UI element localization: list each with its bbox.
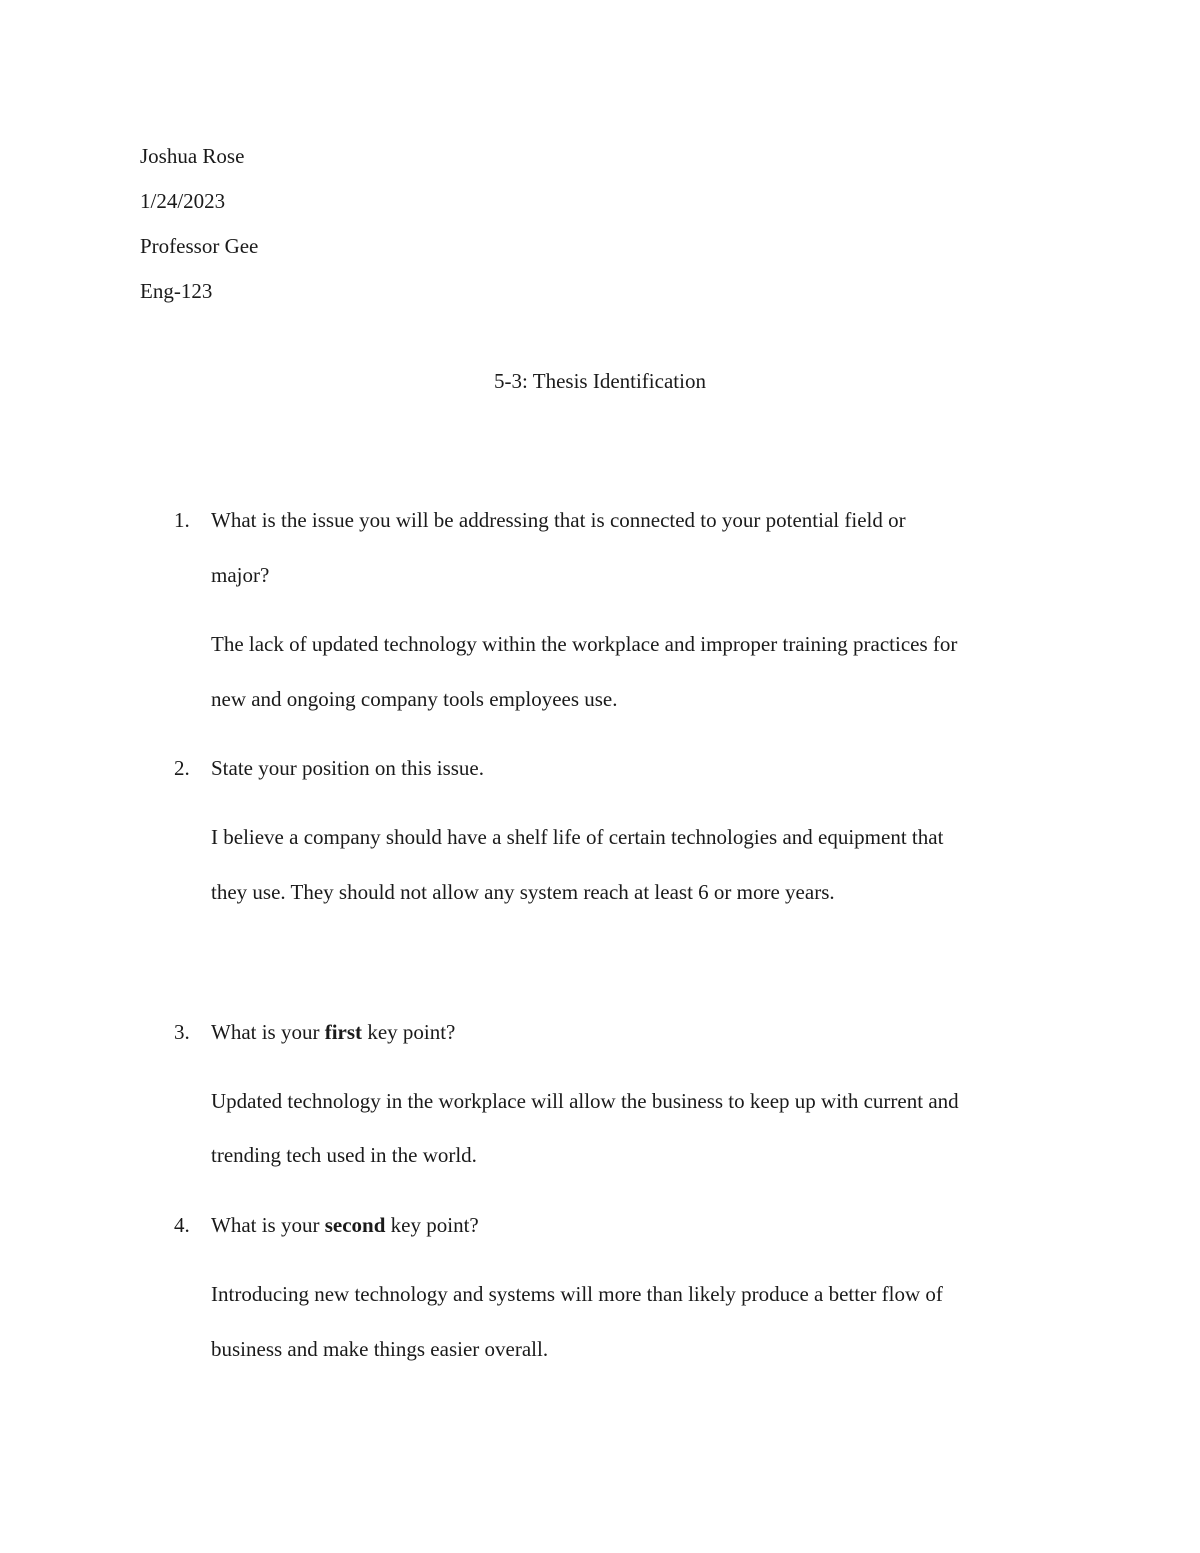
answer-text: business and make things easier overall. (211, 1337, 549, 1361)
answer-text: new and ongoing company tools employees use. (211, 687, 618, 711)
question-text: State your position on this issue. (211, 756, 484, 780)
question-text: What is the issue you will be addressing that is connected to your potential field or (211, 508, 906, 532)
answer-text: The lack of updated technology within the workplace and improper training practices for (211, 632, 958, 656)
document-date: 1/24/2023 (140, 189, 226, 213)
answer-text: Introducing new technology and systems will more than likely produce a better flow of (211, 1282, 943, 1306)
answer-text: Updated technology in the workplace will allow the business to keep up with current and (211, 1089, 959, 1113)
answer-text: I believe a company should have a shelf life of certain technologies and equipment that (211, 825, 944, 849)
emphasis-text: first (324, 1020, 363, 1044)
course-code: Eng-123 (140, 279, 213, 303)
question-text: What is your second key point? (211, 1213, 479, 1237)
question-number: 2. (174, 756, 190, 780)
document-title: 5-3: Thesis Identification (494, 369, 706, 393)
emphasis-text: second (324, 1213, 386, 1237)
question-number: 3. (174, 1020, 190, 1044)
answer-text: trending tech used in the world. (211, 1143, 477, 1167)
question-text: major? (211, 563, 270, 587)
author-name: Joshua Rose (140, 144, 245, 168)
question-number: 4. (174, 1213, 190, 1237)
answer-text: they use. They should not allow any system reach at least 6 or more years. (211, 880, 835, 904)
question-text: What is your first key point? (211, 1020, 456, 1044)
professor-name: Professor Gee (140, 234, 259, 258)
question-number: 1. (174, 508, 190, 532)
